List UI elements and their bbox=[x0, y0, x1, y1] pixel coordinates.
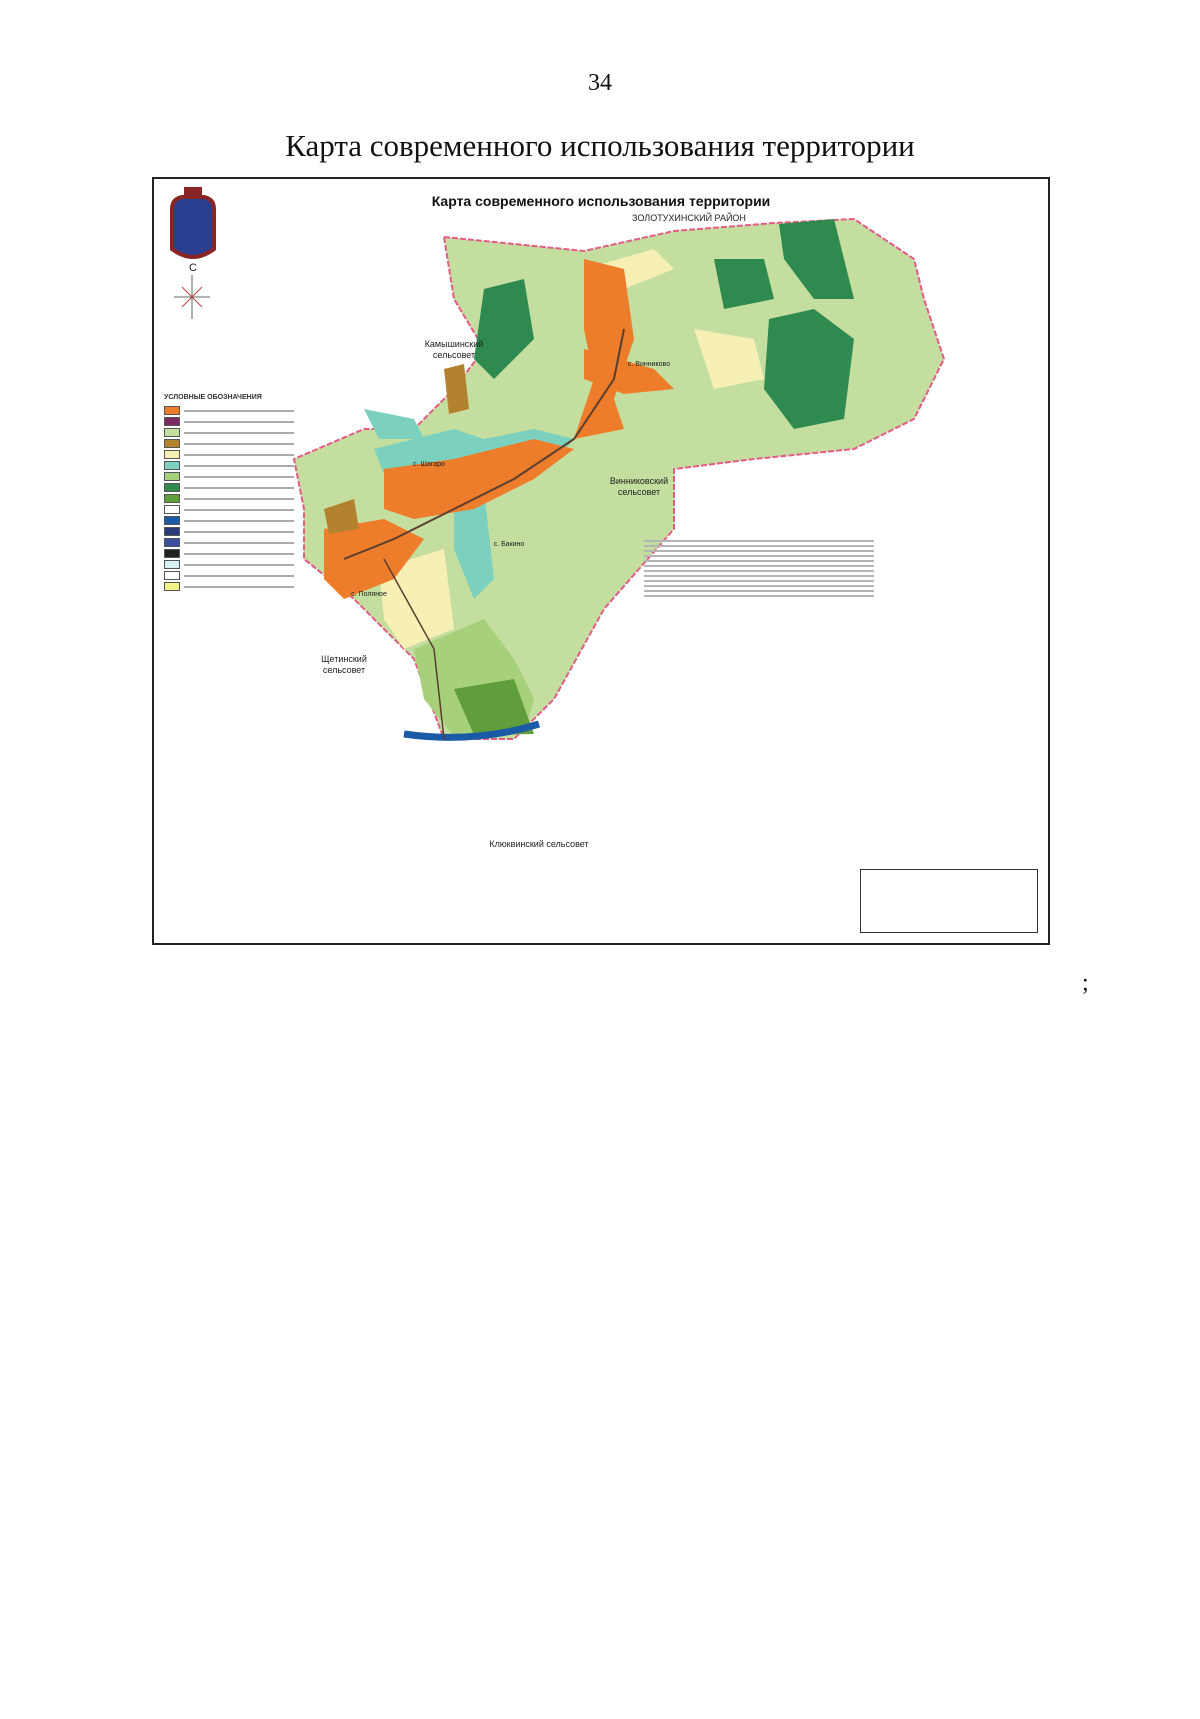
map-legend bbox=[164, 394, 294, 592]
label-village-4: с. Поляное bbox=[351, 591, 387, 598]
label-west-council: Камышинский сельсовет bbox=[424, 339, 484, 360]
map-frame bbox=[152, 177, 1050, 945]
label-south-council: Клюквинский сельсовет bbox=[489, 839, 589, 849]
trailing-semicolon: ; bbox=[1082, 970, 1089, 996]
label-east-council: Винниковский сельсовет bbox=[609, 476, 669, 497]
label-southwest-council: Щетинский сельсовет bbox=[321, 654, 367, 675]
objects-table bbox=[644, 537, 874, 600]
page-number: 34 bbox=[588, 70, 612, 96]
label-village-3: с. Бакино bbox=[493, 541, 525, 548]
label-village-1: с. Винниково bbox=[627, 361, 671, 368]
legend-title: УСЛОВНЫЕ ОБОЗНАЧЕНИЯ bbox=[164, 394, 262, 401]
compass-icon bbox=[174, 275, 210, 319]
label-village-2: с. Шагаро bbox=[413, 461, 445, 468]
north-letter: С bbox=[189, 262, 197, 274]
map-title: Карта современного использования территории bbox=[431, 193, 771, 209]
page-title: Карта современного использования территории bbox=[285, 128, 915, 163]
label-north-district: ЗОЛОТУХИНСКИЙ РАЙОН bbox=[632, 213, 746, 223]
title-block-stamp bbox=[860, 869, 1038, 933]
